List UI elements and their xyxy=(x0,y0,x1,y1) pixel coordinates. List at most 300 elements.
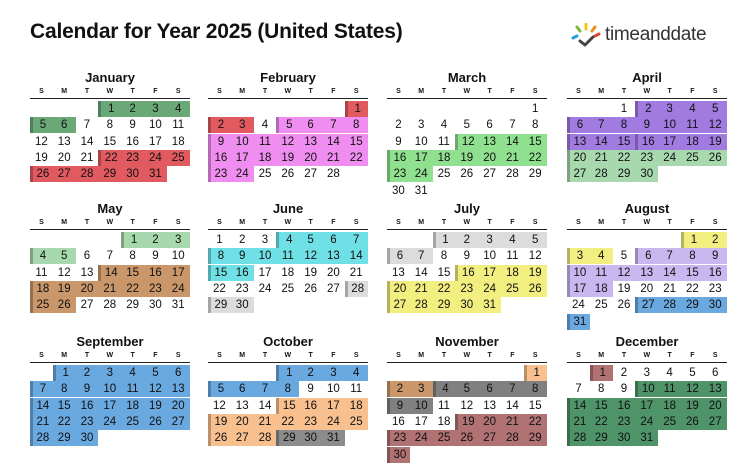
day-cell[interactable]: 18 xyxy=(501,265,524,281)
day-cell[interactable]: 24 xyxy=(410,166,433,182)
day-cell[interactable]: 4 xyxy=(681,101,704,117)
day-cell[interactable]: 29 xyxy=(433,297,456,313)
day-cell[interactable]: 12 xyxy=(57,266,71,279)
day-cell[interactable]: 14 xyxy=(258,399,272,412)
day-cell[interactable]: 26 xyxy=(144,414,167,430)
day-cell[interactable]: 16 xyxy=(231,265,254,281)
day-cell[interactable]: 16 xyxy=(613,398,636,414)
day-cell[interactable]: 26 xyxy=(281,168,295,181)
day-cell[interactable]: 20 xyxy=(478,414,501,430)
day-cell[interactable]: 5 xyxy=(276,117,299,133)
day-cell[interactable]: 28 xyxy=(501,430,524,446)
day-cell[interactable]: 28 xyxy=(345,281,368,297)
day-cell[interactable]: 22 xyxy=(524,414,547,430)
day-cell[interactable]: 21 xyxy=(80,151,94,164)
day-cell[interactable]: 16 xyxy=(208,150,231,166)
day-cell[interactable]: 5 xyxy=(144,365,167,381)
day-cell[interactable]: 27 xyxy=(387,297,410,313)
day-cell[interactable]: 23 xyxy=(613,414,636,430)
day-cell[interactable]: 10 xyxy=(567,265,590,281)
day-cell[interactable]: 6 xyxy=(231,381,254,397)
day-cell[interactable]: 7 xyxy=(106,250,113,263)
day-cell[interactable]: 4 xyxy=(666,367,673,379)
day-cell[interactable]: 9 xyxy=(704,248,727,264)
day-cell[interactable]: 11 xyxy=(658,381,681,397)
day-cell[interactable]: 13 xyxy=(704,381,727,397)
day-cell[interactable]: 4 xyxy=(501,232,524,248)
day-cell[interactable]: 1 xyxy=(121,232,144,248)
day-cell[interactable]: 25 xyxy=(594,299,608,312)
day-cell[interactable]: 25 xyxy=(681,150,704,166)
day-cell[interactable]: 5 xyxy=(299,232,322,248)
day-cell[interactable]: 7 xyxy=(658,248,681,264)
day-cell[interactable]: 26 xyxy=(524,281,547,297)
day-cell[interactable]: 21 xyxy=(501,150,524,166)
day-cell[interactable]: 11 xyxy=(121,381,144,397)
day-cell[interactable]: 5 xyxy=(208,381,231,397)
day-cell[interactable]: 8 xyxy=(681,248,704,264)
day-cell[interactable]: 16 xyxy=(144,265,167,281)
day-cell[interactable]: 9 xyxy=(152,250,159,263)
day-cell[interactable]: 22 xyxy=(53,414,76,430)
day-cell[interactable]: 27 xyxy=(167,414,190,430)
day-cell[interactable]: 14 xyxy=(658,265,681,281)
day-cell[interactable]: 18 xyxy=(121,398,144,414)
day-cell[interactable]: 25 xyxy=(345,414,368,430)
day-cell[interactable]: 17 xyxy=(167,265,190,281)
day-cell[interactable]: 12 xyxy=(455,134,478,150)
day-cell[interactable]: 27 xyxy=(704,414,727,430)
day-cell[interactable]: 26 xyxy=(617,299,631,312)
day-cell[interactable]: 13 xyxy=(322,248,345,264)
day-cell[interactable]: 22 xyxy=(613,150,636,166)
day-cell[interactable]: 1 xyxy=(216,234,223,246)
day-cell[interactable]: 15 xyxy=(103,135,117,148)
day-cell[interactable]: 1 xyxy=(98,101,121,117)
day-cell[interactable]: 16 xyxy=(635,134,658,150)
day-cell[interactable]: 11 xyxy=(506,250,519,263)
day-cell[interactable]: 28 xyxy=(103,299,117,312)
day-cell[interactable]: 30 xyxy=(149,299,162,312)
day-cell[interactable]: 6 xyxy=(167,365,190,381)
day-cell[interactable]: 19 xyxy=(53,281,76,297)
day-cell[interactable]: 3 xyxy=(98,365,121,381)
day-cell[interactable]: 15 xyxy=(53,398,76,414)
day-cell[interactable]: 13 xyxy=(635,265,658,281)
day-cell[interactable]: 14 xyxy=(590,134,613,150)
day-cell[interactable]: 8 xyxy=(208,248,231,264)
day-cell[interactable]: 17 xyxy=(410,150,433,166)
day-cell[interactable]: 15 xyxy=(681,265,704,281)
day-cell[interactable]: 15 xyxy=(345,134,368,150)
day-cell[interactable]: 23 xyxy=(635,150,658,166)
day-cell[interactable]: 29 xyxy=(528,168,542,181)
day-cell[interactable]: 6 xyxy=(322,232,345,248)
day-cell[interactable]: 25 xyxy=(167,150,190,166)
day-cell[interactable]: 8 xyxy=(597,383,605,396)
day-cell[interactable]: 24 xyxy=(231,166,254,182)
day-cell[interactable]: 12 xyxy=(276,134,299,150)
day-cell[interactable]: 20 xyxy=(76,281,99,297)
day-cell[interactable]: 30 xyxy=(231,297,254,313)
day-cell[interactable]: 23 xyxy=(235,282,249,295)
day-cell[interactable]: 30 xyxy=(76,430,99,446)
day-cell[interactable]: 24 xyxy=(167,281,190,297)
day-cell[interactable]: 23 xyxy=(387,166,410,182)
day-cell[interactable]: 20 xyxy=(231,414,254,430)
day-cell[interactable]: 4 xyxy=(590,248,613,264)
day-cell[interactable]: 17 xyxy=(149,135,162,148)
day-cell[interactable]: 31 xyxy=(567,314,590,330)
day-cell[interactable]: 6 xyxy=(711,367,719,379)
day-cell[interactable]: 16 xyxy=(126,135,139,148)
day-cell[interactable]: 31 xyxy=(478,297,501,313)
day-cell[interactable]: 10 xyxy=(483,250,496,263)
day-cell[interactable]: 20 xyxy=(167,398,190,414)
day-cell[interactable]: 22 xyxy=(121,281,144,297)
day-cell[interactable]: 14 xyxy=(414,266,428,279)
day-cell[interactable]: 18 xyxy=(345,398,368,414)
day-cell[interactable]: 25 xyxy=(121,414,144,430)
day-cell[interactable]: 19 xyxy=(304,266,317,279)
day-cell[interactable]: 28 xyxy=(327,168,340,181)
day-cell[interactable]: 18 xyxy=(437,415,451,428)
day-cell[interactable]: 19 xyxy=(455,150,478,166)
day-cell[interactable]: 4 xyxy=(30,248,53,264)
day-cell[interactable]: 11 xyxy=(172,119,185,132)
day-cell[interactable]: 22 xyxy=(590,414,613,430)
day-cell[interactable]: 21 xyxy=(322,150,345,166)
day-cell[interactable]: 10 xyxy=(635,381,658,397)
day-cell[interactable]: 21 xyxy=(30,414,53,430)
day-cell[interactable]: 13 xyxy=(57,135,71,148)
day-cell[interactable]: 25 xyxy=(281,282,295,295)
day-cell[interactable]: 10 xyxy=(98,381,121,397)
day-cell[interactable]: 20 xyxy=(478,150,501,166)
day-cell[interactable]: 11 xyxy=(350,383,363,396)
day-cell[interactable]: 4 xyxy=(261,119,269,132)
day-cell[interactable]: 13 xyxy=(567,134,590,150)
day-cell[interactable]: 1 xyxy=(681,232,704,248)
day-cell[interactable]: 21 xyxy=(567,414,590,430)
day-cell[interactable]: 31 xyxy=(414,184,428,197)
day-cell[interactable]: 28 xyxy=(30,430,53,446)
day-cell[interactable]: 12 xyxy=(681,381,704,397)
day-cell[interactable]: 18 xyxy=(590,281,613,297)
day-cell[interactable]: 5 xyxy=(620,250,628,263)
day-cell[interactable]: 20 xyxy=(567,150,590,166)
day-cell[interactable]: 15 xyxy=(524,134,547,150)
day-cell[interactable]: 19 xyxy=(144,398,167,414)
day-cell[interactable]: 11 xyxy=(35,266,48,279)
day-cell[interactable]: 15 xyxy=(613,134,636,150)
day-cell[interactable]: 30 xyxy=(704,297,727,313)
day-cell[interactable]: 4 xyxy=(276,232,299,248)
day-cell[interactable]: 3 xyxy=(567,248,590,264)
day-cell[interactable]: 7 xyxy=(83,119,91,132)
day-cell[interactable]: 27 xyxy=(80,299,94,312)
day-cell[interactable]: 13 xyxy=(299,134,322,150)
day-cell[interactable]: 23 xyxy=(387,430,410,446)
day-cell[interactable]: 6 xyxy=(486,119,493,132)
day-cell[interactable]: 15 xyxy=(528,399,542,412)
day-cell[interactable]: 26 xyxy=(304,282,317,295)
day-cell[interactable]: 26 xyxy=(460,168,474,181)
day-cell[interactable]: 8 xyxy=(53,381,76,397)
day-cell[interactable]: 5 xyxy=(53,248,76,264)
day-cell[interactable]: 29 xyxy=(98,166,121,182)
day-cell[interactable]: 28 xyxy=(567,430,590,446)
day-cell[interactable]: 19 xyxy=(276,150,299,166)
day-cell[interactable]: 3 xyxy=(417,119,425,132)
day-cell[interactable]: 28 xyxy=(410,297,433,313)
day-cell[interactable]: 2 xyxy=(704,232,727,248)
day-cell[interactable]: 8 xyxy=(345,117,368,133)
day-cell[interactable]: 31 xyxy=(171,299,185,312)
day-cell[interactable]: 3 xyxy=(410,381,433,397)
day-cell[interactable]: 23 xyxy=(144,281,167,297)
day-cell[interactable]: 7 xyxy=(501,381,524,397)
day-cell[interactable]: 9 xyxy=(231,248,254,264)
day-cell[interactable]: 24 xyxy=(635,414,658,430)
day-cell[interactable]: 28 xyxy=(658,297,681,313)
day-cell[interactable]: 30 xyxy=(392,184,405,197)
day-cell[interactable]: 2 xyxy=(121,101,144,117)
day-cell[interactable]: 17 xyxy=(98,398,121,414)
day-cell[interactable]: 18 xyxy=(433,150,456,166)
day-cell[interactable]: 21 xyxy=(501,414,524,430)
day-cell[interactable]: 3 xyxy=(658,101,681,117)
day-cell[interactable]: 19 xyxy=(455,414,478,430)
day-cell[interactable]: 12 xyxy=(213,399,226,412)
day-cell[interactable]: 24 xyxy=(572,299,585,312)
day-cell[interactable]: 16 xyxy=(76,398,99,414)
day-cell[interactable]: 7 xyxy=(345,232,368,248)
day-cell[interactable]: 14 xyxy=(80,135,94,148)
day-cell[interactable]: 5 xyxy=(463,119,470,132)
day-cell[interactable]: 29 xyxy=(590,430,613,446)
day-cell[interactable]: 29 xyxy=(208,297,231,313)
day-cell[interactable]: 2 xyxy=(76,365,99,381)
day-cell[interactable]: 24 xyxy=(144,150,167,166)
day-cell[interactable]: 17 xyxy=(414,415,428,428)
day-cell[interactable]: 23 xyxy=(121,150,144,166)
day-cell[interactable]: 24 xyxy=(478,281,501,297)
day-cell[interactable]: 29 xyxy=(524,430,547,446)
day-cell[interactable]: 2 xyxy=(144,232,167,248)
day-cell[interactable]: 3 xyxy=(478,232,501,248)
day-cell[interactable]: 10 xyxy=(231,134,254,150)
day-cell[interactable]: 17 xyxy=(231,150,254,166)
day-cell[interactable]: 3 xyxy=(144,101,167,117)
day-cell[interactable]: 28 xyxy=(254,430,277,446)
day-cell[interactable]: 14 xyxy=(30,398,53,414)
day-cell[interactable]: 27 xyxy=(231,430,254,446)
day-cell[interactable]: 30 xyxy=(635,166,658,182)
day-cell[interactable]: 5 xyxy=(455,381,478,397)
day-cell[interactable]: 2 xyxy=(620,367,628,379)
day-cell[interactable]: 9 xyxy=(635,117,658,133)
day-cell[interactable]: 17 xyxy=(635,398,658,414)
day-cell[interactable]: 10 xyxy=(149,119,162,132)
day-cell[interactable]: 21 xyxy=(590,150,613,166)
day-cell[interactable]: 8 xyxy=(129,250,136,263)
day-cell[interactable]: 24 xyxy=(658,150,681,166)
day-cell[interactable]: 25 xyxy=(258,168,272,181)
day-cell[interactable]: 11 xyxy=(590,265,613,281)
day-cell[interactable]: 25 xyxy=(658,414,681,430)
day-cell[interactable]: 19 xyxy=(704,134,727,150)
day-cell[interactable]: 12 xyxy=(528,250,542,263)
day-cell[interactable]: 13 xyxy=(478,134,501,150)
day-cell[interactable]: 2 xyxy=(299,365,322,381)
day-cell[interactable]: 4 xyxy=(440,119,448,132)
day-cell[interactable]: 18 xyxy=(254,150,277,166)
day-cell[interactable]: 3 xyxy=(643,367,650,379)
day-cell[interactable]: 30 xyxy=(121,166,144,182)
day-cell[interactable]: 27 xyxy=(53,166,76,182)
day-cell[interactable]: 27 xyxy=(483,168,496,181)
day-cell[interactable]: 11 xyxy=(681,117,704,133)
day-cell[interactable]: 28 xyxy=(76,166,99,182)
day-cell[interactable]: 22 xyxy=(524,150,547,166)
day-cell[interactable]: 14 xyxy=(98,265,121,281)
day-cell[interactable]: 14 xyxy=(345,248,368,264)
day-cell[interactable]: 22 xyxy=(345,150,368,166)
day-cell[interactable]: 27 xyxy=(567,166,590,182)
day-cell[interactable]: 7 xyxy=(509,119,516,132)
day-cell[interactable]: 25 xyxy=(501,281,524,297)
day-cell[interactable]: 15 xyxy=(276,398,299,414)
day-cell[interactable]: 22 xyxy=(686,282,699,295)
day-cell[interactable]: 15 xyxy=(208,265,231,281)
day-cell[interactable]: 7 xyxy=(410,248,433,264)
day-cell[interactable]: 3 xyxy=(231,117,254,133)
day-cell[interactable]: 2 xyxy=(635,101,658,117)
day-cell[interactable]: 6 xyxy=(635,248,658,264)
day-cell[interactable]: 18 xyxy=(30,281,53,297)
day-cell[interactable]: 27 xyxy=(635,297,658,313)
day-cell[interactable]: 1 xyxy=(53,365,76,381)
day-cell[interactable]: 26 xyxy=(681,414,704,430)
day-cell[interactable]: 7 xyxy=(30,381,53,397)
day-cell[interactable]: 16 xyxy=(392,415,405,428)
day-cell[interactable]: 7 xyxy=(575,383,582,396)
day-cell[interactable]: 29 xyxy=(681,297,704,313)
day-cell[interactable]: 1 xyxy=(620,103,628,115)
day-cell[interactable]: 18 xyxy=(658,398,681,414)
day-cell[interactable]: 23 xyxy=(76,414,99,430)
day-cell[interactable]: 20 xyxy=(640,282,654,295)
day-cell[interactable]: 31 xyxy=(322,430,345,446)
day-cell[interactable]: 12 xyxy=(704,117,727,133)
day-cell[interactable]: 23 xyxy=(455,281,478,297)
day-cell[interactable]: 27 xyxy=(478,430,501,446)
day-cell[interactable]: 26 xyxy=(53,297,76,313)
day-cell[interactable]: 6 xyxy=(53,117,76,133)
day-cell[interactable]: 9 xyxy=(208,134,231,150)
day-cell[interactable]: 1 xyxy=(276,365,299,381)
day-cell[interactable]: 21 xyxy=(349,266,363,279)
day-cell[interactable]: 6 xyxy=(299,117,322,133)
day-cell[interactable]: 8 xyxy=(524,381,547,397)
day-cell[interactable]: 24 xyxy=(410,430,433,446)
day-cell[interactable]: 21 xyxy=(254,414,277,430)
day-cell[interactable]: 6 xyxy=(478,381,501,397)
day-cell[interactable]: 20 xyxy=(387,281,410,297)
day-cell[interactable]: 7 xyxy=(590,117,613,133)
day-cell[interactable]: 2 xyxy=(395,119,402,132)
day-cell[interactable]: 30 xyxy=(613,430,636,446)
day-cell[interactable]: 2 xyxy=(455,232,478,248)
day-cell[interactable]: 19 xyxy=(35,151,48,164)
day-cell[interactable]: 3 xyxy=(322,365,345,381)
day-cell[interactable]: 10 xyxy=(327,383,340,396)
day-cell[interactable]: 14 xyxy=(501,134,524,150)
day-cell[interactable]: 26 xyxy=(704,150,727,166)
day-cell[interactable]: 11 xyxy=(438,399,450,412)
day-cell[interactable]: 16 xyxy=(299,398,322,414)
day-cell[interactable]: 14 xyxy=(567,398,590,414)
day-cell[interactable]: 12 xyxy=(144,381,167,397)
day-cell[interactable]: 25 xyxy=(437,168,451,181)
day-cell[interactable]: 7 xyxy=(254,381,277,397)
timeanddate-logo[interactable] xyxy=(571,22,706,48)
day-cell[interactable]: 7 xyxy=(322,117,345,133)
day-cell[interactable]: 8 xyxy=(531,119,539,132)
day-cell[interactable]: 28 xyxy=(590,166,613,182)
day-cell[interactable]: 5 xyxy=(704,101,727,117)
day-cell[interactable]: 22 xyxy=(276,414,299,430)
day-cell[interactable]: 21 xyxy=(98,281,121,297)
day-cell[interactable]: 17 xyxy=(658,134,681,150)
day-cell[interactable]: 13 xyxy=(483,399,496,412)
day-cell[interactable]: 8 xyxy=(440,250,448,263)
day-cell[interactable]: 18 xyxy=(281,266,295,279)
day-cell[interactable]: 13 xyxy=(80,266,94,279)
day-cell[interactable]: 5 xyxy=(524,232,547,248)
day-cell[interactable]: 27 xyxy=(304,168,317,181)
day-cell[interactable]: 4 xyxy=(167,101,190,117)
day-cell[interactable]: 12 xyxy=(613,265,636,281)
day-cell[interactable]: 20 xyxy=(299,150,322,166)
day-cell[interactable]: 1 xyxy=(531,103,539,115)
day-cell[interactable]: 16 xyxy=(455,265,478,281)
day-cell[interactable]: 12 xyxy=(460,399,474,412)
day-cell[interactable]: 13 xyxy=(167,381,190,397)
day-cell[interactable]: 3 xyxy=(261,234,269,246)
day-cell[interactable]: 17 xyxy=(258,266,272,279)
day-cell[interactable]: 1 xyxy=(345,101,368,117)
day-cell[interactable]: 6 xyxy=(83,250,91,263)
day-cell[interactable]: 18 xyxy=(681,134,704,150)
day-cell[interactable]: 12 xyxy=(35,135,48,148)
day-cell[interactable]: 22 xyxy=(433,281,456,297)
day-cell[interactable]: 3 xyxy=(167,232,190,248)
day-cell[interactable]: 14 xyxy=(506,399,519,412)
day-cell[interactable]: 10 xyxy=(254,248,277,264)
day-cell[interactable]: 17 xyxy=(322,398,345,414)
day-cell[interactable]: 11 xyxy=(276,248,299,264)
day-cell[interactable]: 19 xyxy=(524,265,547,281)
day-cell[interactable]: 29 xyxy=(613,166,636,182)
day-cell[interactable]: 24 xyxy=(322,414,345,430)
day-cell[interactable]: 12 xyxy=(299,248,322,264)
day-cell[interactable]: 21 xyxy=(410,281,433,297)
day-cell[interactable]: 10 xyxy=(414,135,428,148)
day-cell[interactable]: 11 xyxy=(254,134,277,150)
day-cell[interactable]: 29 xyxy=(53,430,76,446)
